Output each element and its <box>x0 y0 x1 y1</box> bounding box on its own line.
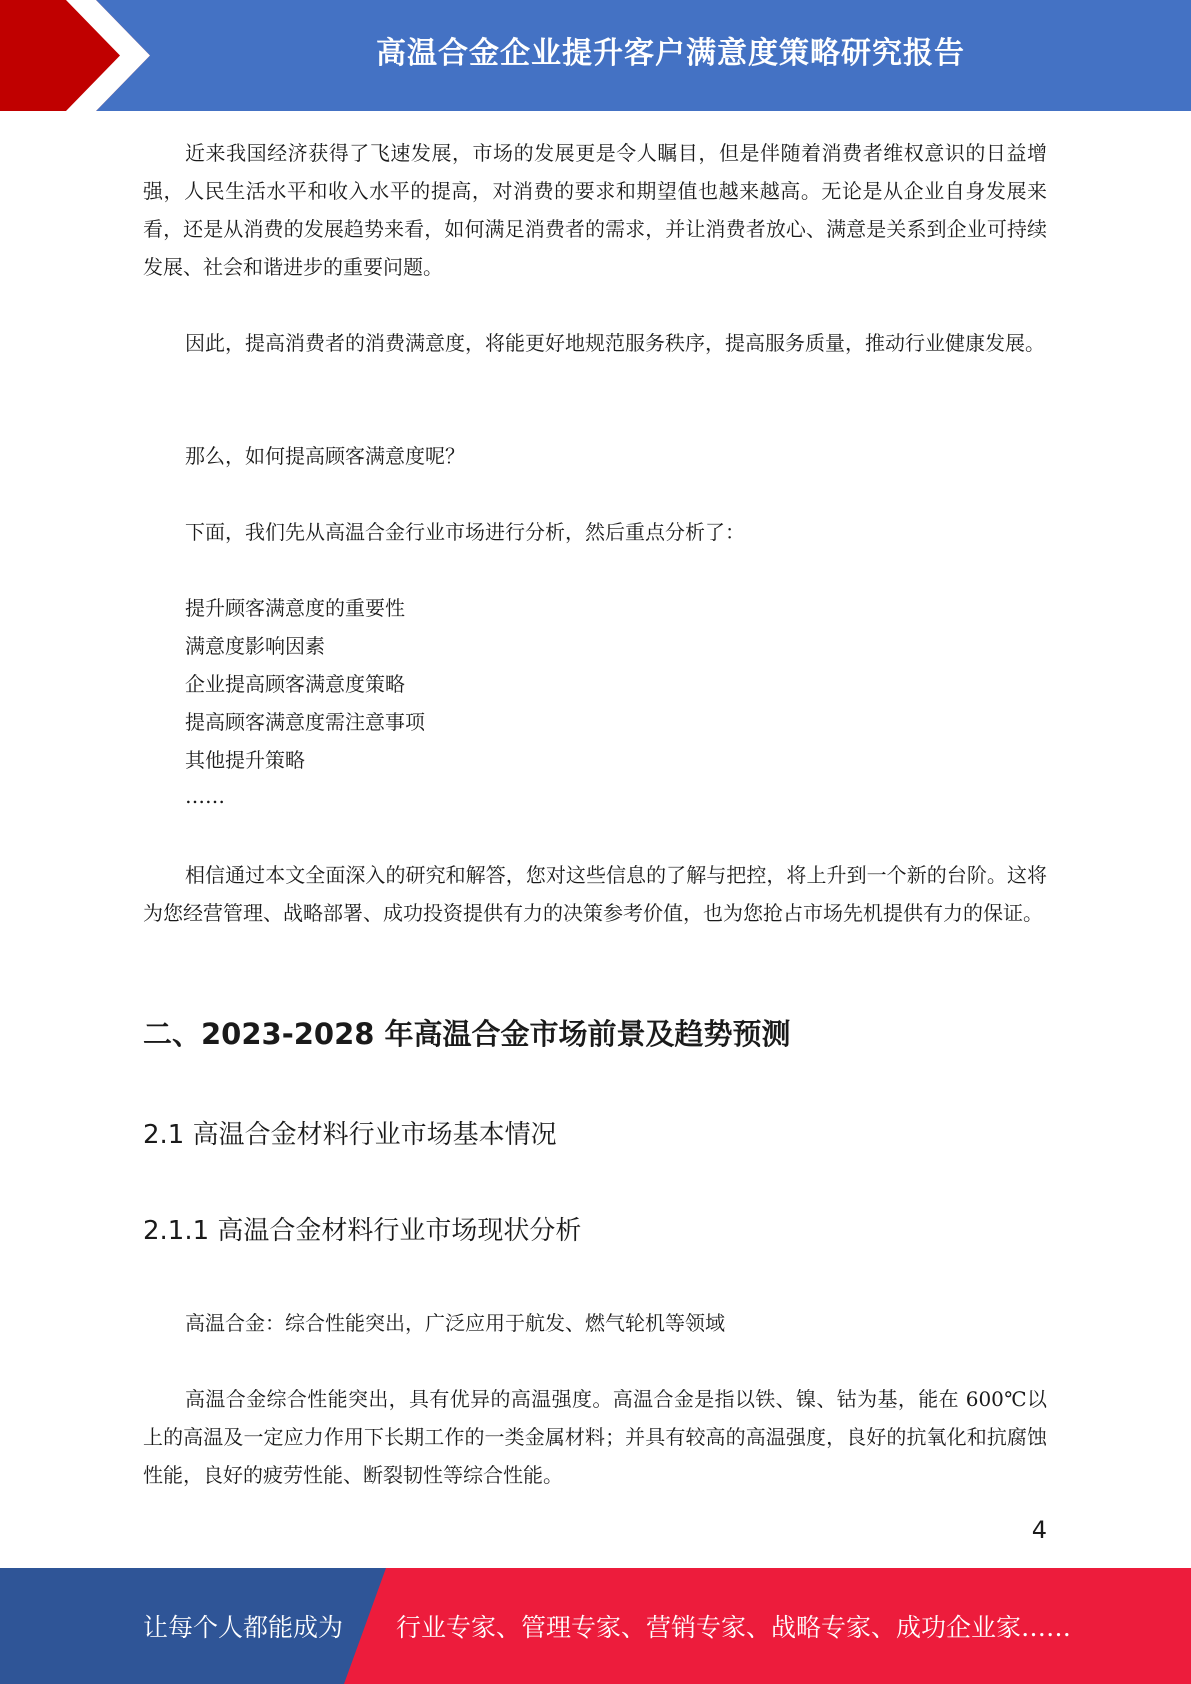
page-number: 4 <box>1031 1516 1047 1544</box>
header-title: 高温合金企业提升客户满意度策略研究报告 <box>376 36 965 71</box>
intro-paragraph-3: 那么，如何提高顾客满意度呢？ <box>185 444 465 468</box>
page-header <box>0 0 1191 111</box>
list-item: …… <box>185 784 225 808</box>
section-paragraph-1: 高温合金：综合性能突出，广泛应用于航发、燃气轮机等领域 <box>185 1311 725 1335</box>
subsubsection-heading: 2.1.1 高温合金材料行业市场现状分析 <box>143 1216 582 1246</box>
list-item: 其他提升策略 <box>185 748 305 772</box>
section-paragraph-2: 高温合金综合性能突出，具有优异的高温强度。高温合金是指以铁、镍、钴为基，能在 600℃以上的高温及一定应力作用下长期工作的一类金属材料；并具有较高的高温强度，良好的抗氧化和抗腐蚀性能，良好的疲劳性能、断裂韧性等综合性能。 <box>143 1387 1047 1487</box>
intro-paragraph-1: 近来我国经济获得了飞速发展，市场的发展更是令人瞩目，但是伴随着消费者维权意识的日益增强，人民生活水平和收入水平的提高，对消费的要求和期望值也越来越高。无论是从企业自身发展来看，还是从消费的发展趋势来看，如何满足消费者的需求，并让消费者放心、满意是关系到企业可持续发展、社会和谐进步的重要问题。 <box>143 141 1047 279</box>
footer-slogan-left: 让每个人都能成为 <box>143 1613 344 1642</box>
intro-paragraph-2: 因此，提高消费者的消费满意度，将能更好地规范服务秩序，提高服务质量，推动行业健康发展。 <box>185 331 1045 355</box>
subsection-heading: 2.1 高温合金材料行业市场基本情况 <box>143 1120 557 1150</box>
intro-paragraph-5: 相信通过本文全面深入的研究和解答，您对这些信息的了解与把控，将上升到一个新的台阶。这将为您经营管理、战略部署、成功投资提供有力的决策参考价值，也为您抢占市场先机提供有力的保证。 <box>143 863 1047 925</box>
section-heading: 二、2023-2028 年高温合金市场前景及趋势预测 <box>143 1017 791 1051</box>
intro-paragraph-4: 下面，我们先从高温合金行业市场进行分析，然后重点分析了： <box>185 520 745 544</box>
list-item: 提高顾客满意度需注意事项 <box>185 710 425 734</box>
list-item: 提升顾客满意度的重要性 <box>185 596 405 620</box>
list-item: 企业提高顾客满意度策略 <box>185 672 405 696</box>
list-item: 满意度影响因素 <box>185 634 325 658</box>
page-footer <box>0 1568 1191 1684</box>
footer-slogan-right: 行业专家、管理专家、营销专家、战略专家、成功企业家…… <box>396 1613 1072 1642</box>
